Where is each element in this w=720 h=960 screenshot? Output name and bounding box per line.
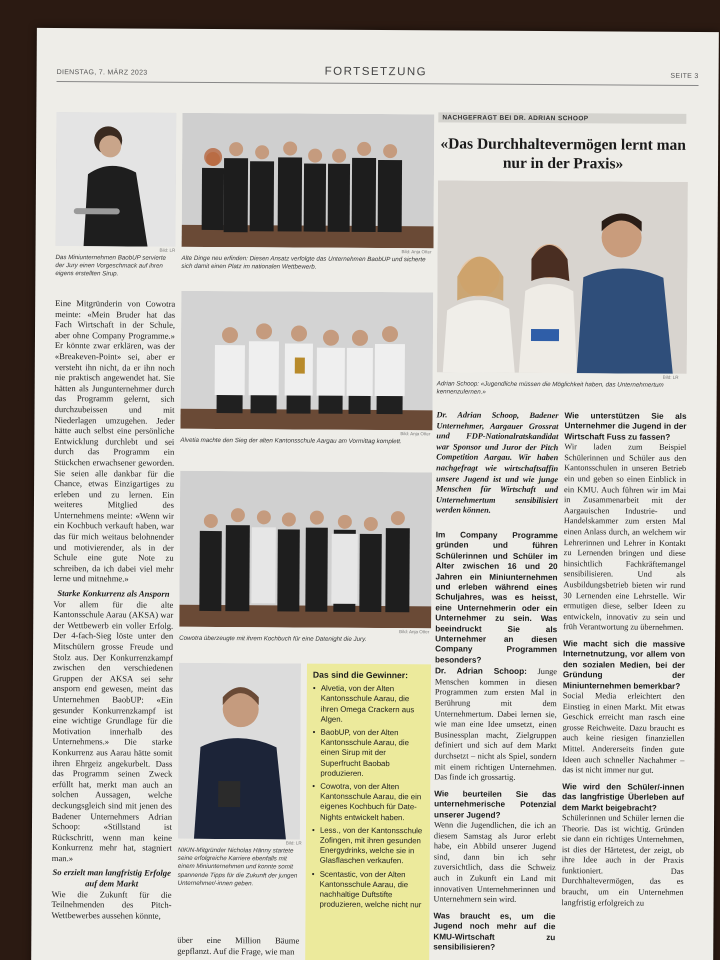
photo-group-alvetia [180,291,433,431]
winners-title: Das sind die Gewinner: [312,669,408,681]
photo-caption: Cowotra überzeugte mit ihrem Kochbuch für eine Datenight die Jury. [179,634,367,643]
photo-credit: Bild: LR [159,247,176,253]
page-header [57,64,699,86]
photo-adrian-schoop [437,180,688,374]
winners-box [305,664,431,960]
interview-answer: Wenn die Jugendlichen, die ich an diesem Samstag als Juror erlebt habe, ein Abbild unserer Jugend sind, dann bin ich sehr zuversichtlich, dass die Schweiz auch in Zukunft ein Land mit innovativen Unternehmerinnen und Unternehmern sein wird. [433,820,557,905]
article-paragraph: Vor allem für die alte Kantonsschule Aarau (AKSA) war der Wettbewerb ein voller Erfolg. Der 4-fach-Sieg löste unter den Mitschülern grosse Freude und Stolz aus. Der Konkurrenzkampf zwischen den verschiedenen Gruppen der AKSA sei sehr ansporn end gewesen, meint das Unternehmen BaobUP: «Ein gesunder Konkurrenzkampf ist eine wichtige Grundlage für die Motivation innerhalb des Unternehmens.» Die starke Konkurrenz aus Aarau hätte somit ihren Ehrgeiz angekurbelt. Dass das Programm seinen Zweck erfüllt hat, merkt man auch an solchen Aussagen, welche deckungsgleich sind mit jenen des Badener Unternehmers Adrian Schoop: «Stillstand ist Rückschritt, wenn man keine Konkurrenz mehr hat, stagniert man.» [51,598,174,864]
photo-caption: Alte Dinge neu erfinden: Diesen Ansatz verfolgte das Unternehmen BaobUP und sicherte sich damit einen Platz im nationalen Wettbewerb. [181,254,426,271]
article-column-left [51,298,175,921]
interview-question: Was braucht es, um die Jugend noch mehr auf die KMU-Wirtschaft zu sensibilisieren? [433,911,556,952]
interview-answer: Wir laden zum Beispiel Schülerinnen und Schüler aus den Kantonsschulen in unseren Betrieb ein und geben so einen Einblick in ein KMU. Auch führen wir im Mai in Zusammenarbeit mit der Aargauischen Industrie- und Handelskammer zum ersten Mal einen Anlass durch, an welchem wir Lehrerinnen und Lehrer in Kontakt zu Lernenden bringen und diese hinsichtlich Fachkräftemangel sensibilisieren. Und als Ausbildungsbetrieb bieten wir rund 30 Lernenden eine Lehrstelle. Wir ermutigen diese, selber Ideen zu entwickeln, innovativ zu sein und früh Verantwortung zu übernehmen. [563,442,687,633]
newspaper-page [31,28,719,960]
interview-headline: «Das Durchhaltevermögen lernt man nur in der Praxis» [440,135,686,173]
article-column-middle [177,935,299,957]
interview-answer: Schülerinnen und Schüler lernen die Theorie. Das ist wichtig. Gründen sie dann ein richtiges Unternehmen, ist dies der Härtetest, der zeigt, ob ihre Idee auch in der Praxis funktioniert. Das Durchhaltevermögen, das es braucht, um ein Unternehmen langfristig erfolgreich zu [561,813,685,908]
interview-answer: Junge Menschen kommen in diesen Programmen zum ersten Mal in Berührung mit dem Unternehmertum. Dabei lernen sie, wie man eine Idee umsetzt, einen Businessplan macht, Zielgruppen definiert und sich auf dem Markt durchsetzt – nicht als Spiel, sondern mit einem richtigen Unternehmen. Das finde ich grossartig. [434,667,557,783]
article-subhead: So erzielt man langfristig Erfolge auf dem Markt [52,867,171,889]
interview-question: Wie unterstützen Sie als Unternehmer die Jugend in der Wirtschaft Fuss zu fassen? [564,411,687,442]
photo-credit: Bild: LR [285,840,302,846]
photo-credit: Bild: Anja Otter [400,431,431,437]
article-paragraph: über eine Million Bäume gepflanzt. Auf die Frage, wie man [177,934,300,957]
interview-question: Im Company Programme gründen und führen Schülerinnen und Schüler im Alter zwischen 16 und 20 Jahren ein Miniunternehmen und erleben während eines Schuljahres, was es heisst, eine Unternehmerin oder ein Unternehmer zu sein. Was beeindruckt Sie als Unternehmer an diesen Company Programmen besonders? [434,530,558,665]
interview-question: Wie macht sich die massive Internetnutzung, vor allem von den sozialen Medien, bei der Gründung der Miniunternehmen bemerkbar? [562,639,686,691]
photo-nikin-founder [178,663,301,840]
winner-item: • Scentastic, von der Alten Kantonsschule Aarau, die nachhaltige Duftstifte produzieren, welche nicht nur [311,869,423,910]
photo-baobup-server [56,112,177,247]
interview-column-2 [562,411,687,909]
photo-group-cowotra [179,471,432,629]
section-title: FORTSETZUNG [324,65,428,79]
interview-kicker: NACHGEFRAGT BEI DR. ADRIAN SCHOOP [438,112,686,124]
interview-question: Wie beurteilen Sie das unternehmerische Potenzial unserer Jugend? [434,789,557,820]
photo-credit: Bild: Anja Otter [399,629,430,635]
winner-item: • BaobUP, von der Alten Kantonsschule Aarau, die einen Sirup mit der Superfrucht Baobab produzieren. [312,728,424,780]
issue-date: DIENSTAG, 7. MÄRZ 2023 [56,69,148,77]
winner-item: • Less., von der Kantonsschule Zofingen, mit ihren gesunden Energydrinks, welche sie in Glasflaschen verkaufen. [312,825,424,866]
interview-answer: Social Media erleichtert den Einstieg in einen Markt. Mit etwas Geschick erreicht man rasch eine grosse Reichweite. Dazu braucht es auch keine riesigen finanziellen Mittel. Andererseits finden gute Ideen auch schneller Nachahmer – das ist nicht immer nur gut. [562,691,685,775]
interview-question: Wie wird den Schüler/-innen das langfristige Überleben auf dem Markt beigebracht? [562,781,685,813]
article-paragraph: Wie die Zukunft für die Teilnehmenden des Pitch-Wettbewerbes aussehen könnte, [51,888,172,921]
page-number: SEITE 3 [670,72,699,80]
photo-group-baobup [182,113,435,249]
article-paragraph: Eine Mitgründerin von Cowotra meinte: «Mein Bruder hat das Fach Wirtschaft in der Schule, aber ohne Company Programme.» Er könnte zwar erklären, was der «Breakeven-Point» sei, aber er versteht ihn nicht, da er ihn noch nie praktisch angewendet hat. Sie hätten als Jungunternehmer durch das Programm gelernt, sich durchzubeissen und mit Niederlagen umzugehen. Jeder hätte auch selbst eine persönliche Entwicklung durchlebt und sei durch das Programm ein Stückchen erwachsener geworden. Sie seien alle dankbar für die Chance, etwas Einzigartiges zu erleben und zu lernen. Ein weiteres Mitglied des Unternehmens meinte: «Wenn wir ein Kochbuch verkauft haben, war das für mich weitaus belohnender und motivierender, als in der Schule eine gute Note zu schreiben, da ich dabei viel mehr lerne und mitnehme.» [53,298,176,584]
photo-caption: Adrian Schoop: «Jugendliche müssen die Möglichkeit haben, das Unternehmertum kennenzulernen.» [436,380,664,396]
winner-item: • Alvetia, von der Alten Kantonsschule Aarau, die ihren Omega Crackern aus Algen. [313,684,425,725]
interview-intro: Dr. Adrian Schoop, Badener Unternehmer, Aargauer Grossrat und FDP-Nationalratskandidat war Sponsor und Juror der Pitch Competition Aargau. Wir haben nachgefragt wie wirtschaftsaffin unsere Jugend ist und wie junge Menschen für Wirtschaft und Unternehmertum sensibilisiert werden können. [435,410,559,516]
photo-credit: Bild: Anja Otter [401,249,432,255]
interviewee-name: Dr. Adrian Schoop: [434,665,527,677]
article-subhead: Starke Konkurrenz als Ansporn [57,588,170,599]
interview-column-1 [433,530,558,953]
photo-caption: Alvetia machte den Sieg der alten Kantonsschule Aargau am Vormittag komplett. [180,436,402,446]
photo-caption: Das Miniunternehmen BaobUP servierte der Jury einen Vorgeschmack auf ihren eigens erstellten Sirup. [55,254,167,278]
photo-caption: NIKIN-Mitgründer Nicholas Hänny startete seine erfolgreiche Karriere ebenfalls mit einem Miniunternehmen und konnte somit spannende Tipps für die Zukunft der jungen Unternehmer/-innen geben. [177,846,298,888]
winner-item: • Cowotra, von der Alten Kantonsschule Aarau, die ein eigenes Kochbuch für Date-Nights entwickelt haben. [312,782,424,823]
photo-credit: Bild: LR [662,374,679,380]
